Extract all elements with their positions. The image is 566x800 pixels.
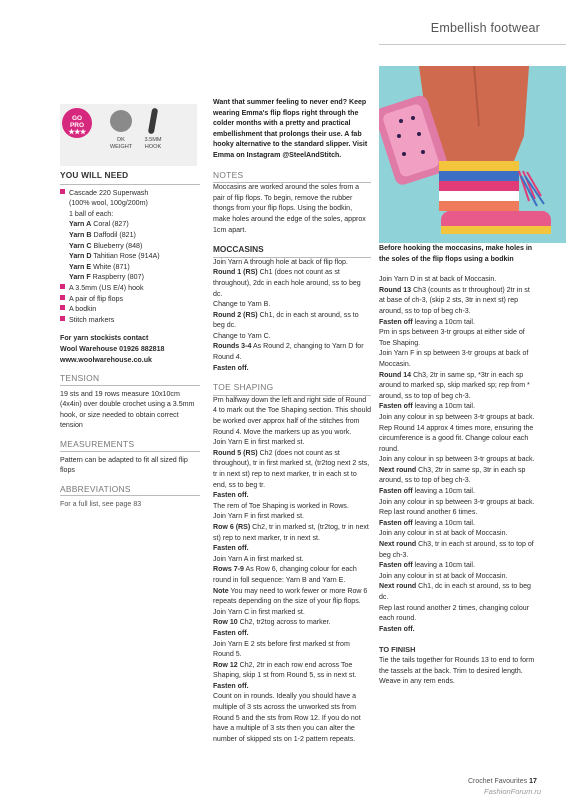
yarn-item: Yarn C Blueberry (848) bbox=[69, 241, 143, 250]
heading-rule bbox=[60, 495, 200, 496]
heading-rule bbox=[60, 451, 200, 452]
yarn-item: Yarn F Raspberry (807) bbox=[69, 273, 144, 282]
materials-column bbox=[60, 170, 200, 510]
pattern-step: Fasten off. bbox=[213, 629, 249, 637]
pattern-step: Fasten off. bbox=[213, 492, 249, 500]
header-divider bbox=[379, 44, 566, 45]
badge-line-1: GO bbox=[71, 115, 83, 122]
yarn-weight-label: DK WEIGHT bbox=[109, 137, 133, 150]
pattern-step: Next round Ch1, dc in each st around, ss to beg dc. bbox=[379, 583, 531, 601]
material-item: A 3.5mm (US E/4) hook bbox=[60, 283, 200, 294]
heading-rule bbox=[60, 385, 200, 386]
yarn-item: Yarn A Coral (827) bbox=[69, 220, 129, 229]
stockists-line-1: For yarn stockists contact bbox=[60, 334, 149, 343]
pattern-step: The rem of Toe Shaping is worked in Rows. bbox=[213, 502, 349, 510]
pattern-step: Count on in rounds. Ideally you should have a multiple of 3 sts across the unworked sts from Round 5 and the sts from Row 12. If you do not have a multiple of 3 sts then you can alter the number of skipped sts on 1-2 pattern repeats. bbox=[213, 693, 361, 743]
pattern-step: Join any colour in sp between 3-tr groups at back. bbox=[379, 456, 535, 464]
pattern-step: Fasten off leaving a 10cm tail. bbox=[379, 562, 475, 570]
pattern-step: Round 5 (RS) Ch2 (does not count as st throughout), tr in first marked st, (tr2tog next 2 sts, tr in next st) rep to next marker, tr in each st to end, ss to beg tr. bbox=[213, 449, 370, 489]
notes-heading: NOTES bbox=[213, 169, 244, 180]
pattern-column-1 bbox=[213, 98, 371, 745]
pattern-step: Round 14 Ch3, 2tr in same sp, *3tr in each sp around to marked sp, skip marked sp; rep from * around, ss to top of beg ch-3. bbox=[379, 371, 530, 400]
stockists-phone: Wool Warehouse 01926 882818 bbox=[60, 344, 165, 353]
pattern-step: Join any colour in sp between 3-tr groups at back. bbox=[379, 413, 535, 421]
stockists-website[interactable]: www.woolwarehouse.co.uk bbox=[60, 355, 152, 364]
measurements-heading: MEASUREMENTS bbox=[60, 439, 135, 450]
material-item: Stitch markers bbox=[60, 315, 200, 326]
abbreviations-heading: ABBREVIATIONS bbox=[60, 483, 131, 494]
yarn-brand: Cascade 220 Superwash bbox=[60, 188, 200, 199]
pattern-step: Next round Ch3, 2tr in same sp, 3tr in each sp around, ss to top of beg ch-3. bbox=[379, 466, 526, 485]
pattern-step: Join Yarn D in st at back of Moccasin. bbox=[379, 276, 497, 284]
pattern-step: Fasten off leaving a 10cm tail. bbox=[379, 519, 475, 527]
pattern-step: Join Yarn E in first marked st. bbox=[213, 439, 305, 447]
pattern-step: Rep Round 14 approx 4 times more, ensuring the circumference is a good fit. Change colour each round. bbox=[379, 424, 534, 453]
pattern-step: Fasten off leaving a 10cm tail. bbox=[379, 488, 475, 496]
material-item: A bodkin bbox=[60, 304, 200, 315]
finish-step: Weave in any rem ends. bbox=[379, 678, 455, 686]
yarn-spec: (100% wool, 100g/200m) bbox=[69, 199, 148, 208]
material-item: A pair of flip flops bbox=[60, 294, 200, 305]
pattern-step: Fasten off leaving a 10cm tail. bbox=[379, 318, 475, 326]
pattern-step: Pm in sps between 3-tr groups at either side of Toe Shaping. bbox=[379, 329, 525, 347]
pattern-step: Join Yarn F in sp between 3-tr groups at back of Moccasin. bbox=[379, 350, 529, 368]
pattern-step: Round 1 (RS) Ch1 (does not count as st throughout), 2dc in each hole around, ss to beg dc. bbox=[213, 269, 361, 298]
yarn-list bbox=[60, 219, 200, 283]
watermark: FashionForum.ru bbox=[484, 787, 542, 796]
pattern-step: Row 12 Ch2, 2tr in each row end across Toe Shaping, skip 1 st from Round 5, ss in next st. bbox=[213, 661, 357, 680]
pattern-step: Join any colour in sp between 3-tr groups at back. bbox=[379, 498, 535, 506]
moccasins-heading: MOCCASINS bbox=[213, 244, 264, 255]
pattern-step: Join any colour in st at back of Moccasin. bbox=[379, 572, 508, 580]
pattern-step: Fasten off leaving a 10cm tail. bbox=[379, 403, 475, 411]
pattern-column-2 bbox=[379, 244, 537, 688]
pattern-step: Join Yarn A in first marked st. bbox=[213, 555, 304, 563]
pattern-step: Fasten off. bbox=[379, 625, 415, 633]
finish-step: Tie the tails together for Rounds 13 to end to form the tassels at the back. Trim to desired length. bbox=[379, 656, 535, 675]
pattern-step: Join any colour in st at back of Moccasin. bbox=[379, 530, 508, 538]
tension-heading: TENSION bbox=[60, 373, 100, 384]
page-footer bbox=[468, 778, 537, 785]
yarn-ball-icon bbox=[110, 110, 132, 132]
pattern-step: Fasten off. bbox=[213, 545, 249, 553]
pattern-step: Fasten off. bbox=[213, 364, 249, 372]
pattern-step: Round 13 Ch3 (counts as tr throughout) 2tr in st at base of ch-3, (skip 2 sts, 3tr in next st) rep around, ss to top of beg ch-3. bbox=[379, 286, 530, 315]
magazine-name: Crochet Favourites bbox=[468, 778, 528, 785]
yarn-ball-note: 1 ball of each: bbox=[69, 209, 114, 218]
pattern-step: Next round Ch3, tr in each st around, ss to top of beg ch-3. bbox=[379, 541, 534, 559]
yarn-item: Yarn B Daffodil (821) bbox=[69, 230, 136, 239]
pattern-step: Join Yarn A through hole at back of flip flop. bbox=[213, 258, 348, 266]
pattern-step: Row 6 (RS) Ch2, tr in marked st, (tr2tog, tr in next st) rep to next marker, tr in next st. bbox=[213, 523, 369, 542]
pattern-step: Rep last round another 2 times, changing colour each round. bbox=[379, 604, 530, 623]
tension-text: 19 sts and 19 rows measure 10x10cm (4x4in) over double crochet using a 3.5mm hook, or size needed to obtain correct tension bbox=[60, 389, 195, 430]
pattern-step: Change to Yarn C. bbox=[213, 332, 271, 340]
notes-text: Moccasins are worked around the soles from a pair of flip flops. To begin, remove the rubber thongs from your flip flops. Using the bodkin, make holes around the edge of the soles, approx 1cm apart. bbox=[213, 184, 366, 234]
pattern-step: Row 10 Ch2, tr2tog across to marker. bbox=[213, 619, 331, 627]
section-title: Embellish footwear bbox=[430, 21, 540, 35]
pattern-step: Pm halfway down the left and right side of Round 4 to mark out the Toe Shaping section. This should be worked over approx half of the stitches from Round 4. Move the markers up as you work. bbox=[213, 396, 372, 436]
pattern-step: Change to Yarn B. bbox=[213, 301, 271, 309]
slipper-photo bbox=[379, 66, 566, 243]
yarn-item: Yarn D Tahitian Rose (914A) bbox=[69, 252, 160, 261]
pattern-step: Join Yarn E 2 sts before first marked st from Round 5. bbox=[213, 640, 350, 659]
page-number: 17 bbox=[529, 778, 537, 785]
difficulty-badge bbox=[62, 108, 92, 138]
abbreviations-text: For a full list, see page 83 bbox=[60, 500, 142, 509]
heading-rule bbox=[60, 184, 200, 185]
intro-text: Want that summer feeling to never end? Keep wearing Emma's flip flops right through the colder months with a pretty and practical embellishment that prolongs their use. A fab hooky alternative to the standard slipper. Visit Emma on Instagram @SteelAndStitch. bbox=[213, 99, 368, 159]
hook-size-label: 3.5MM HOOK bbox=[144, 137, 162, 150]
yarn-item: Yarn E White (871) bbox=[69, 262, 130, 271]
measurements-text: Pattern can be adapted to fit all sized flip flops bbox=[60, 455, 188, 475]
pattern-step: Rounds 3-4 As Round 2, changing to Yarn D for Round 4. bbox=[213, 343, 364, 362]
pattern-step: Join Yarn C in first marked st. bbox=[213, 608, 305, 616]
pattern-step: Rep last round another 6 times. bbox=[379, 509, 478, 517]
toe-shaping-heading: TOE SHAPING bbox=[213, 382, 274, 393]
badge-line-2: PRO bbox=[69, 122, 85, 129]
star-rating: ★★★ bbox=[68, 129, 86, 136]
photo-caption: Before hooking the moccasins, make holes in the soles of the flip flops using a bodkin bbox=[379, 245, 533, 263]
pattern-step: Rows 7-9 As Row 6, changing colour for each round in foll sequence: Yarn B and Yarn E. bbox=[213, 566, 357, 584]
pattern-step: Fasten off. bbox=[213, 682, 249, 690]
to-finish-heading: TO FINISH bbox=[379, 645, 416, 655]
you-will-need-heading: YOU WILL NEED bbox=[60, 170, 129, 180]
pattern-step: Join Yarn F in first marked st. bbox=[213, 513, 304, 521]
pattern-step: Round 2 (RS) Ch1, dc in each st around, ss to beg dc. bbox=[213, 311, 359, 330]
pattern-step: Note You may need to work fewer or more Row 6 repeats depending on the size of your flip flops. bbox=[213, 587, 368, 606]
